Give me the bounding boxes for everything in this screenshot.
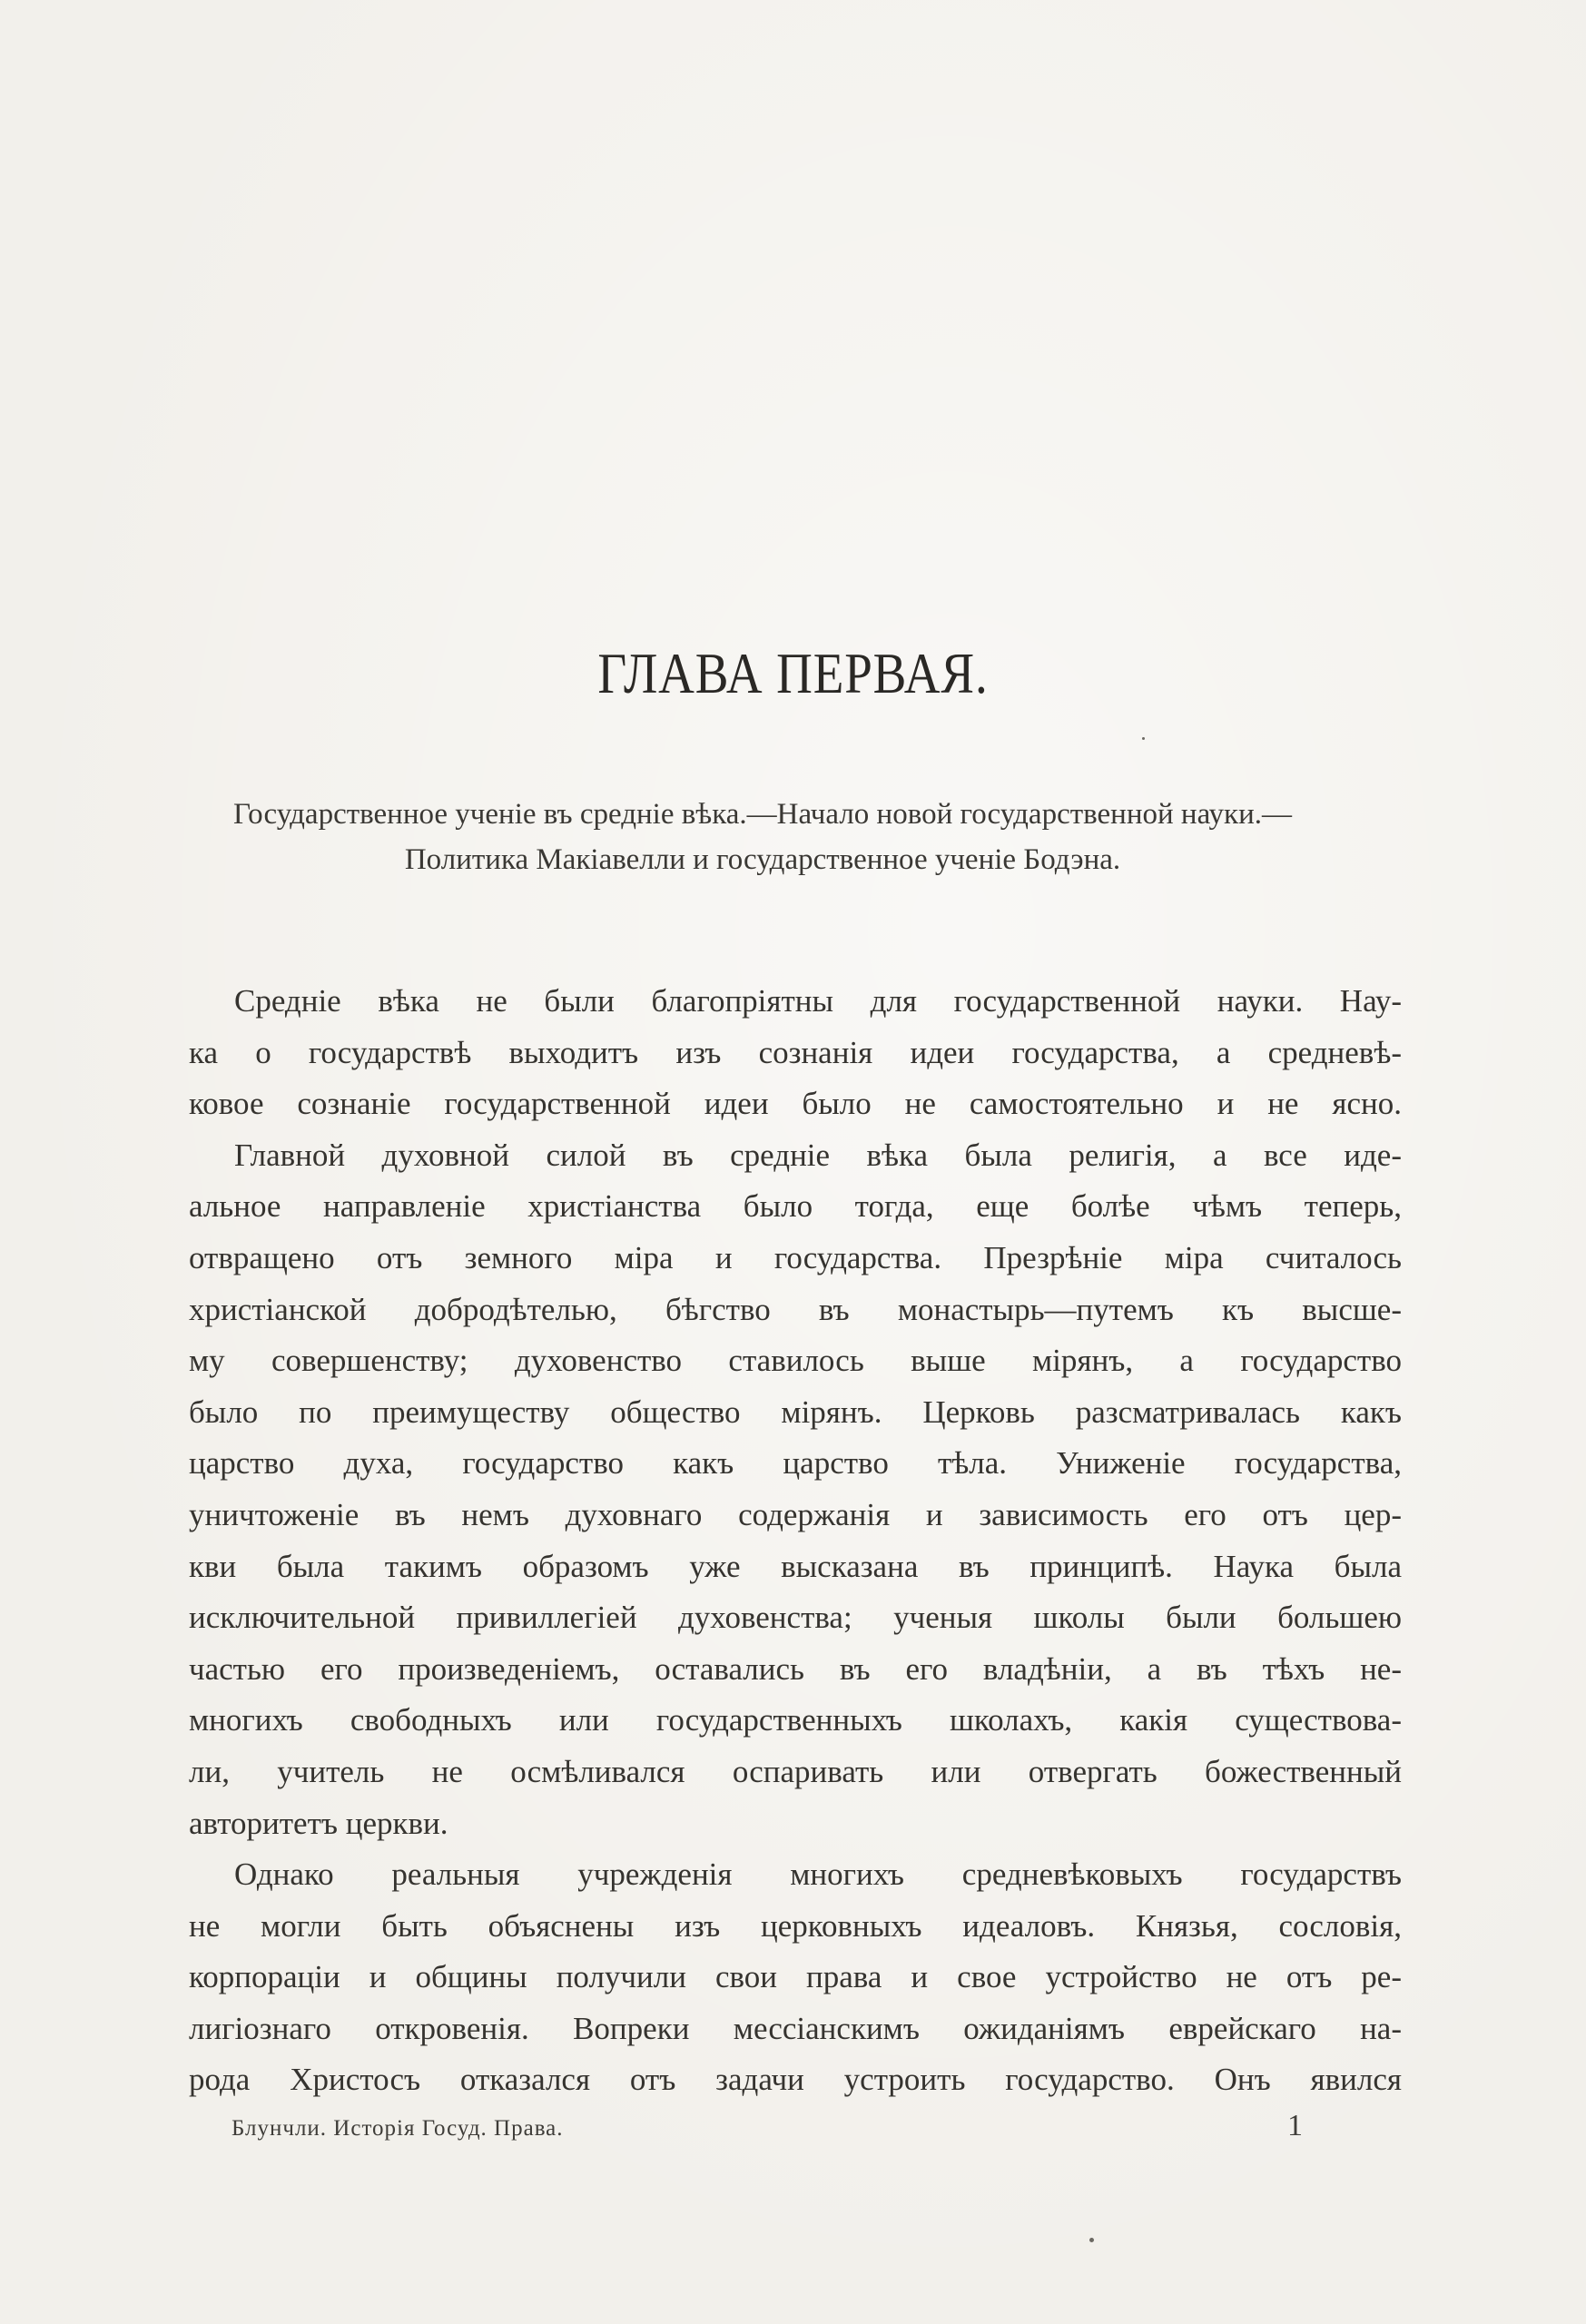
text-line: лигіознаго откровенія. Вопреки мессіанскимъ ожиданіямъ еврейскаго на-: [189, 2010, 1402, 2046]
running-title: Блунчли. Исторія Госуд. Права.: [231, 2116, 564, 2141]
text-line: Средніе вѣка не были благопріятны для государственной науки. Нау-: [234, 983, 1402, 1019]
text-line: не могли быть объяснены изъ церковныхъ идеаловъ. Князья, сословія,: [189, 1907, 1402, 1944]
text-line: авторитетъ церкви.: [189, 1805, 448, 1841]
paper-speck: [1142, 737, 1145, 740]
text-line: христіанской добродѣтелью, бѣгство въ монастырь—путемъ къ высше-: [189, 1291, 1402, 1327]
text-line: отвращено отъ земного міра и государства. Презрѣніе міра считалось: [189, 1239, 1402, 1275]
chapter-title: ГЛАВА ПЕРВАЯ.: [597, 641, 989, 705]
text-line: ковое сознаніе государственной идеи было не самостоятельно и не ясно.: [189, 1086, 1402, 1122]
summary-line: Политика Макіавелли и государственное ученіе Бодэна.: [404, 843, 1121, 876]
text-line: альное направленіе христіанства было тогда, еще болѣе чѣмъ теперь,: [189, 1188, 1402, 1225]
text-line: рода Христосъ отказался отъ задачи устроить государство. Онъ явился: [189, 2062, 1402, 2098]
text-line: ли, учитель не осмѣливался оспаривать или отвергать божественный: [189, 1753, 1402, 1789]
body-text: [189, 976, 1402, 2106]
text-line: Главной духовной силой въ средніе вѣка была религія, а все иде-: [234, 1137, 1402, 1173]
text-line: частью его произведеніемъ, оставались въ его владѣніи, а въ тѣхъ не-: [189, 1650, 1402, 1687]
text-line: ка о государствѣ выходитъ изъ сознанія идеи государства, а средневѣ-: [189, 1034, 1402, 1070]
paper-speck: [1089, 2238, 1094, 2242]
page-number: 1: [1287, 2109, 1303, 2142]
text-line: Однако реальныя учрежденія многихъ средневѣковыхъ государствъ: [234, 1856, 1402, 1893]
text-line: царство духа, государство какъ царство тѣла. Униженіе государства,: [189, 1445, 1402, 1482]
text-line: многихъ свободныхъ или государственныхъ школахъ, какія существова-: [189, 1702, 1402, 1738]
text-line: му совершенству; духовенство ставилось выше мірянъ, а государство: [189, 1343, 1402, 1379]
text-line: корпораціи и общины получили свои права и свое устройство не отъ ре-: [189, 1959, 1402, 1995]
chapter-summary: [127, 792, 1398, 882]
text-line: было по преимуществу общество мірянъ. Церковь разсматривалась какъ: [189, 1393, 1402, 1430]
text-line: уничтоженіе въ немъ духовнаго содержанія и зависимость его отъ цер-: [189, 1496, 1402, 1532]
text-line: исключительной привиллегіей духовенства; ученыя школы были большею: [189, 1600, 1402, 1636]
summary-line: Государственное ученіе въ средніе вѣка.—Начало новой государственной науки.—: [233, 798, 1292, 831]
text-line: кви была такимъ образомъ уже высказана въ принципѣ. Наука была: [189, 1548, 1402, 1584]
